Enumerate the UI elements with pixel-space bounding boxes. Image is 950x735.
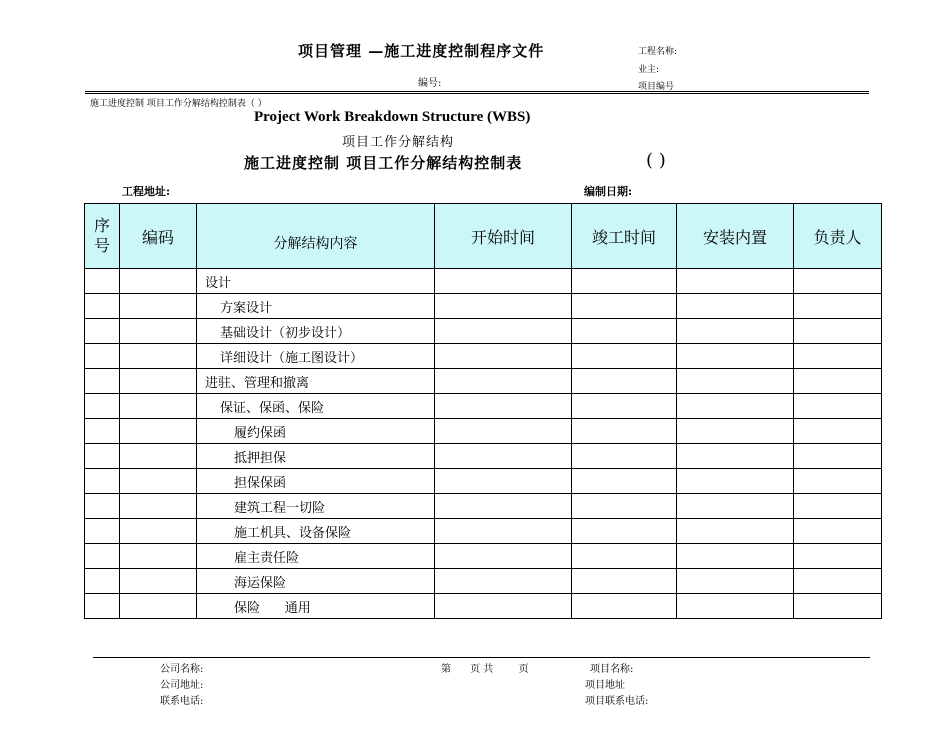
wbs-item: 施工机具、设备保险 (197, 519, 435, 544)
main-title: 施工进度控制 项目工作分解结构控制表 (244, 154, 523, 172)
wbs-item: 进驻、管理和撤离 (197, 369, 435, 394)
wbs-item: 海运保险 (197, 569, 435, 594)
wbs-item: 担保保函 (197, 469, 435, 494)
table-row (85, 519, 882, 544)
header-owner: 负责人 (794, 204, 882, 269)
header-rule (85, 91, 869, 92)
main-title-parenthesis: ( ) (646, 150, 666, 171)
site-address-label: 工程地址: (122, 185, 171, 198)
document-title: 项目管理 —施工进度控制程序文件 (298, 42, 545, 60)
wbs-table (84, 203, 882, 619)
wbs-item: 基础设计（初步设计） (197, 319, 435, 344)
table-row (85, 544, 882, 569)
footer-page-info: 第 页 共 页 (441, 664, 529, 675)
owner-label: 业主: (638, 65, 660, 75)
table-row (85, 269, 882, 294)
wbs-item: 设计 (197, 269, 435, 294)
header-code: 编码 (120, 204, 197, 269)
header-seq (85, 204, 120, 269)
wbs-item: 方案设计 (197, 294, 435, 319)
wbs-item: 雇主责任险 (197, 544, 435, 569)
table-row (85, 294, 882, 319)
doc-number-label: 编号: (418, 78, 442, 89)
table-row (85, 319, 882, 344)
header-install: 安装内置 (677, 204, 794, 269)
header-start-time: 开始时间 (435, 204, 572, 269)
table-row (85, 369, 882, 394)
table-row (85, 569, 882, 594)
header-rule-double (85, 93, 869, 94)
wbs-item: 详细设计（施工图设计） (197, 344, 435, 369)
footer-project-address: 项目地址 (585, 680, 625, 691)
project-name-label: 工程名称: (638, 47, 678, 57)
table-row (85, 494, 882, 519)
footer-project-name: 项目名称: (590, 664, 634, 675)
wbs-item: 履约保函 (197, 419, 435, 444)
footer-company-name: 公司名称: (160, 664, 204, 675)
project-number-label: 项目编号 (638, 82, 675, 92)
table-row (85, 594, 882, 619)
table-row (85, 444, 882, 469)
table-row (85, 469, 882, 494)
header-seq-char-1: 序 (93, 216, 110, 235)
wbs-item: 建筑工程一切险 (197, 494, 435, 519)
footer-company-address: 公司地址: (160, 680, 204, 691)
english-title: Project Work Breakdown Structure (WBS) (254, 109, 531, 125)
table-row (85, 394, 882, 419)
prepared-date-label: 编制日期: (584, 185, 633, 198)
wbs-item: 保险 通用 (197, 594, 435, 619)
header-seq-char-2: 号 (93, 236, 110, 255)
table-header-row (85, 204, 882, 269)
table-row (85, 419, 882, 444)
breadcrumb: 施工进度控制 项目工作分解结构控制表（ ） (90, 99, 267, 109)
wbs-item: 抵押担保 (197, 444, 435, 469)
footer-rule (93, 657, 870, 658)
chinese-subtitle: 项目工作分解结构 (342, 135, 455, 150)
footer-project-phone: 项目联系电话: (585, 696, 649, 707)
header-completion-time: 竣工时间 (572, 204, 677, 269)
wbs-item: 保证、保函、保险 (197, 394, 435, 419)
footer-contact-phone: 联系电话: (160, 696, 204, 707)
table-row (85, 344, 882, 369)
header-content: 分解结构内容 (197, 204, 435, 269)
